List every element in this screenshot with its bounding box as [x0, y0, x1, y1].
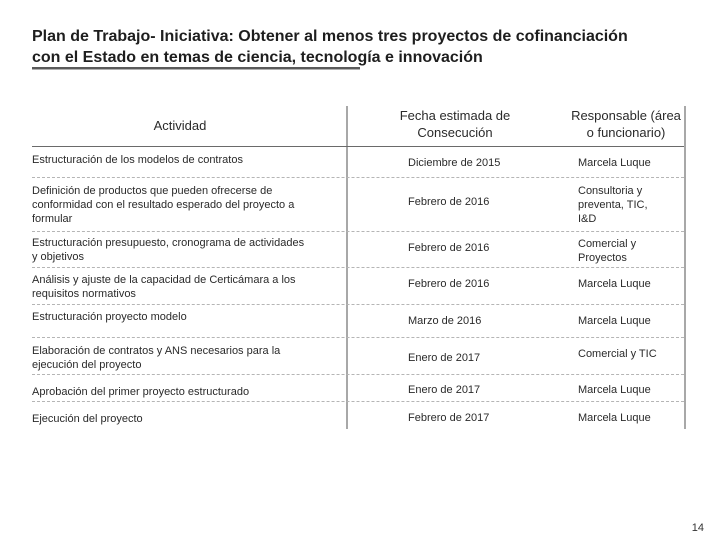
header-owner — [550, 107, 702, 141]
owner-cell — [578, 314, 688, 328]
table-divider-right — [684, 106, 686, 429]
activity-text: Elaboración de contratos y ANS necesarios para la — [32, 345, 281, 357]
activity-cell — [32, 344, 342, 372]
row-separator — [32, 401, 684, 402]
activity-text: Análisis y ajuste de la capacidad de Certicámara a los — [32, 274, 296, 286]
owner-cell — [578, 237, 688, 265]
row-separator — [32, 304, 684, 305]
date-cell: Enero de 2017 — [408, 384, 481, 396]
activity-cell — [32, 184, 342, 226]
header-date-line-2: Consecución — [417, 125, 493, 140]
owner-text: Marcela Luque — [578, 157, 651, 169]
slide-title — [32, 26, 702, 68]
owner-text: Marcela Luque — [578, 412, 651, 424]
activity-cell — [32, 236, 342, 264]
title-underline-shadow — [32, 69, 360, 70]
header-activity: Actividad — [153, 118, 207, 133]
header-rule — [32, 146, 684, 147]
slide-title-line-1: Plan de Trabajo- Iniciativa: Obtener al menos tres proyectos de cofinanciación — [32, 28, 628, 45]
date-cell: Marzo de 2016 — [408, 315, 482, 327]
date-cell: Febrero de 2017 — [408, 412, 490, 424]
owner-text: Consultoria y — [578, 185, 643, 197]
date-cell: Febrero de 2016 — [408, 196, 490, 208]
date-cell: Febrero de 2016 — [408, 278, 490, 290]
row-separator — [32, 231, 684, 232]
owner-text: I&D — [578, 213, 597, 225]
owner-cell — [578, 411, 688, 425]
row-separator — [32, 337, 684, 338]
date-cell: Diciembre de 2015 — [408, 157, 501, 169]
owner-cell — [578, 184, 688, 226]
date-cell: Enero de 2017 — [408, 352, 481, 364]
activity-text: Estructuración proyecto modelo — [32, 311, 187, 323]
header-date-line-1: Fecha estimada de — [399, 108, 511, 123]
activity-text: Estructuración presupuesto, cronograma de actividades — [32, 237, 305, 249]
page-number: 14 — [691, 522, 704, 534]
row-separator — [32, 177, 684, 178]
date-cell: Febrero de 2016 — [408, 242, 490, 254]
owner-text: Marcela Luque — [578, 315, 651, 327]
owner-text: preventa, TIC, — [578, 199, 648, 211]
owner-text: Comercial y TIC — [578, 348, 657, 360]
activity-text: Aprobación del primer proyecto estructurado — [32, 386, 250, 398]
activity-text: Ejecución del proyecto — [32, 413, 143, 425]
owner-text: Comercial y — [578, 238, 637, 250]
header-date — [370, 107, 540, 141]
owner-cell — [578, 156, 688, 170]
owner-text: Marcela Luque — [578, 278, 651, 290]
activity-cell — [32, 385, 342, 399]
header-owner-line-1: Responsable (área — [571, 108, 681, 123]
activity-text: ejecución del proyecto — [32, 359, 142, 371]
owner-cell — [578, 383, 688, 397]
activity-text: conformidad con el resultado esperado del proyecto a — [32, 199, 295, 211]
activity-cell — [32, 273, 342, 301]
activity-text: y objetivos — [32, 251, 84, 263]
activity-text: formular — [32, 213, 73, 225]
header-owner-line-2: o funcionario) — [586, 125, 666, 140]
owner-cell — [578, 347, 688, 361]
activity-text: Definición de productos que pueden ofrecerse de — [32, 185, 273, 197]
activity-cell — [32, 153, 342, 167]
owner-text: Marcela Luque — [578, 384, 651, 396]
row-separator — [32, 374, 684, 375]
activity-cell — [32, 310, 342, 324]
owner-cell — [578, 277, 688, 291]
owner-text: Proyectos — [578, 252, 627, 264]
slide-title-line-2: con el Estado en temas de ciencia, tecnología e innovación — [32, 49, 483, 66]
activity-text: requisitos normativos — [32, 288, 136, 300]
activity-text: Estructuración de los modelos de contratos — [32, 154, 243, 166]
activity-cell — [32, 412, 342, 426]
row-separator — [32, 267, 684, 268]
